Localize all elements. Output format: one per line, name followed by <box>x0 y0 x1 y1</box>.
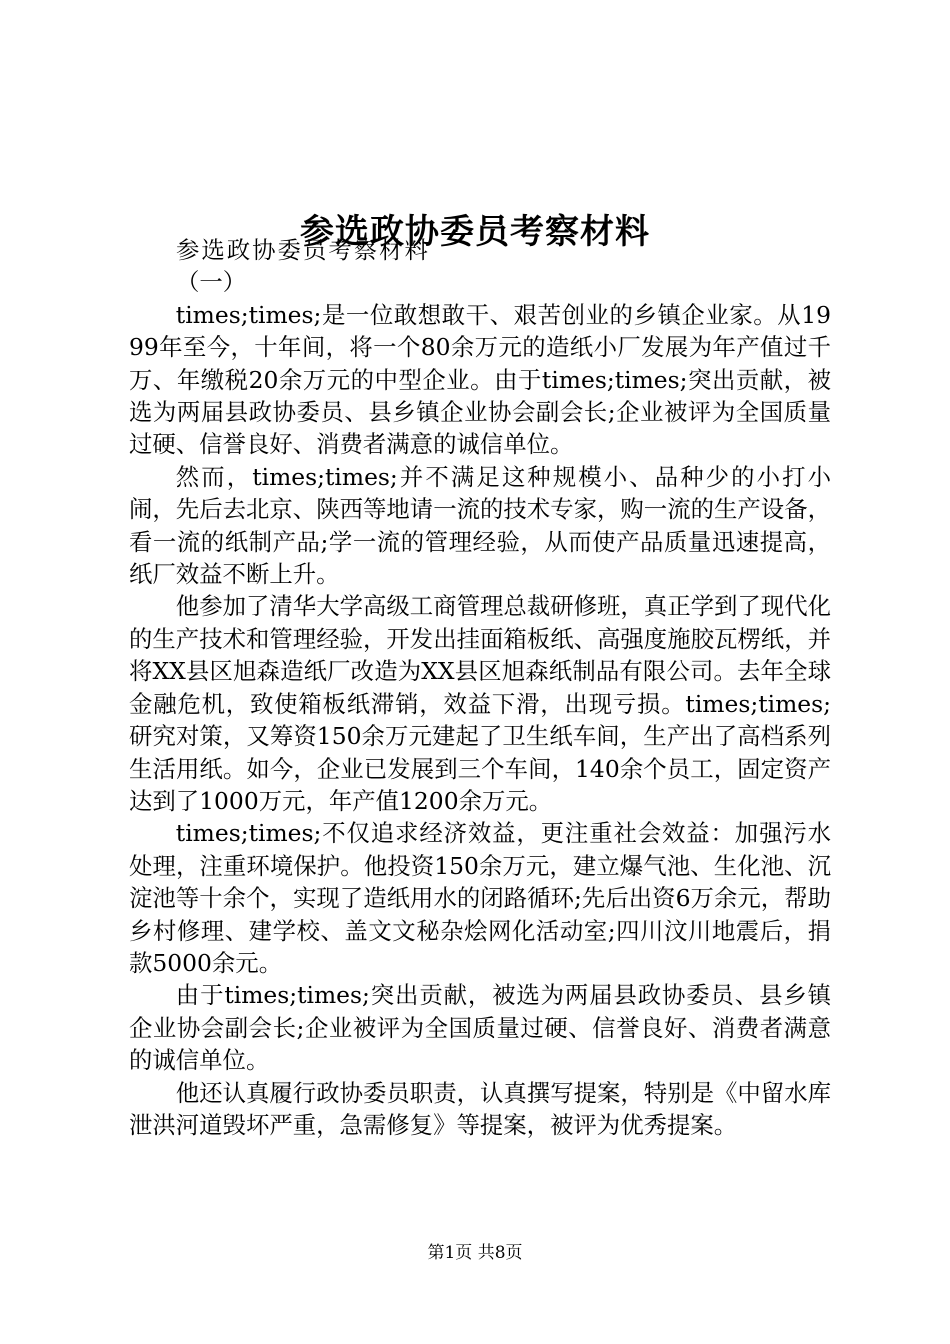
paragraph-2: 然而，times;times;并不满足这种规模小、品种少的小打小闹，先后去北京、陕西等地请一流的技术专家，购一流的生产设备，看一流的纸制产品;学一流的管理经验，从而使产品质量迅速提高，纸厂效益不断上升。 <box>129 462 831 589</box>
document-subtitle: 参选政协委员考察材料 <box>176 236 430 264</box>
page-footer: 第1页 共8页 <box>427 1243 523 1263</box>
document-body <box>129 234 831 1141</box>
paragraph-3: 他参加了清华大学高级工商管理总裁研修班，真正学到了现代化的生产技术和管理经验，开发出挂面箱板纸、高强度施胶瓦楞纸，并将XX县区旭森造纸厂改造为XX县区旭森纸制品有限公司。去年全球金融危机，致使箱板纸滞销，效益下滑，出现亏损。times;times;研究对策，又筹资150余万元建起了卫生纸车间，生产出了高档系列生活用纸。如今，企业已发展到三个车间，140余个员工，固定资产达到了1000万元，年产值1200余万元。 <box>129 592 831 815</box>
paragraph-1: times;times;是一位敢想敢干、艰苦创业的乡镇企业家。从1999年至今，十年间，将一个80余万元的造纸小厂发展为年产值过千万、年缴税20余万元的中型企业。由于times;times;突出贡献，被选为两届县政协委员、县乡镇企业协会副会长;企业被评为全国质量过硬、信誉良好、消费者满意的诚信单位。 <box>129 300 831 459</box>
section-marker: （一） <box>176 268 247 297</box>
paragraph-4: times;times;不仅追求经济效益，更注重社会效益：加强污水处理，注重环境保护。他投资150余万元，建立爆气池、生化池、沉淀池等十余个，实现了造纸用水的闭路循环;先后出资6万余元，帮助乡村修理、建学校、盖文文秘杂烩网化活动室;四川汶川地震后，捐款5000余元。 <box>129 819 831 977</box>
paragraph-6: 他还认真履行政协委员职责，认真撰写提案，特别是《中留水库泄洪河道毁坏严重，急需修复》等提案，被评为优秀提案。 <box>129 1078 831 1139</box>
document-title: 参选政协委员考察材料 <box>300 211 650 252</box>
paragraph-5: 由于times;times;突出贡献，被选为两届县政协委员、县乡镇企业协会副会长;企业被评为全国质量过硬、信誉良好、消费者满意的诚信单位。 <box>129 981 831 1075</box>
